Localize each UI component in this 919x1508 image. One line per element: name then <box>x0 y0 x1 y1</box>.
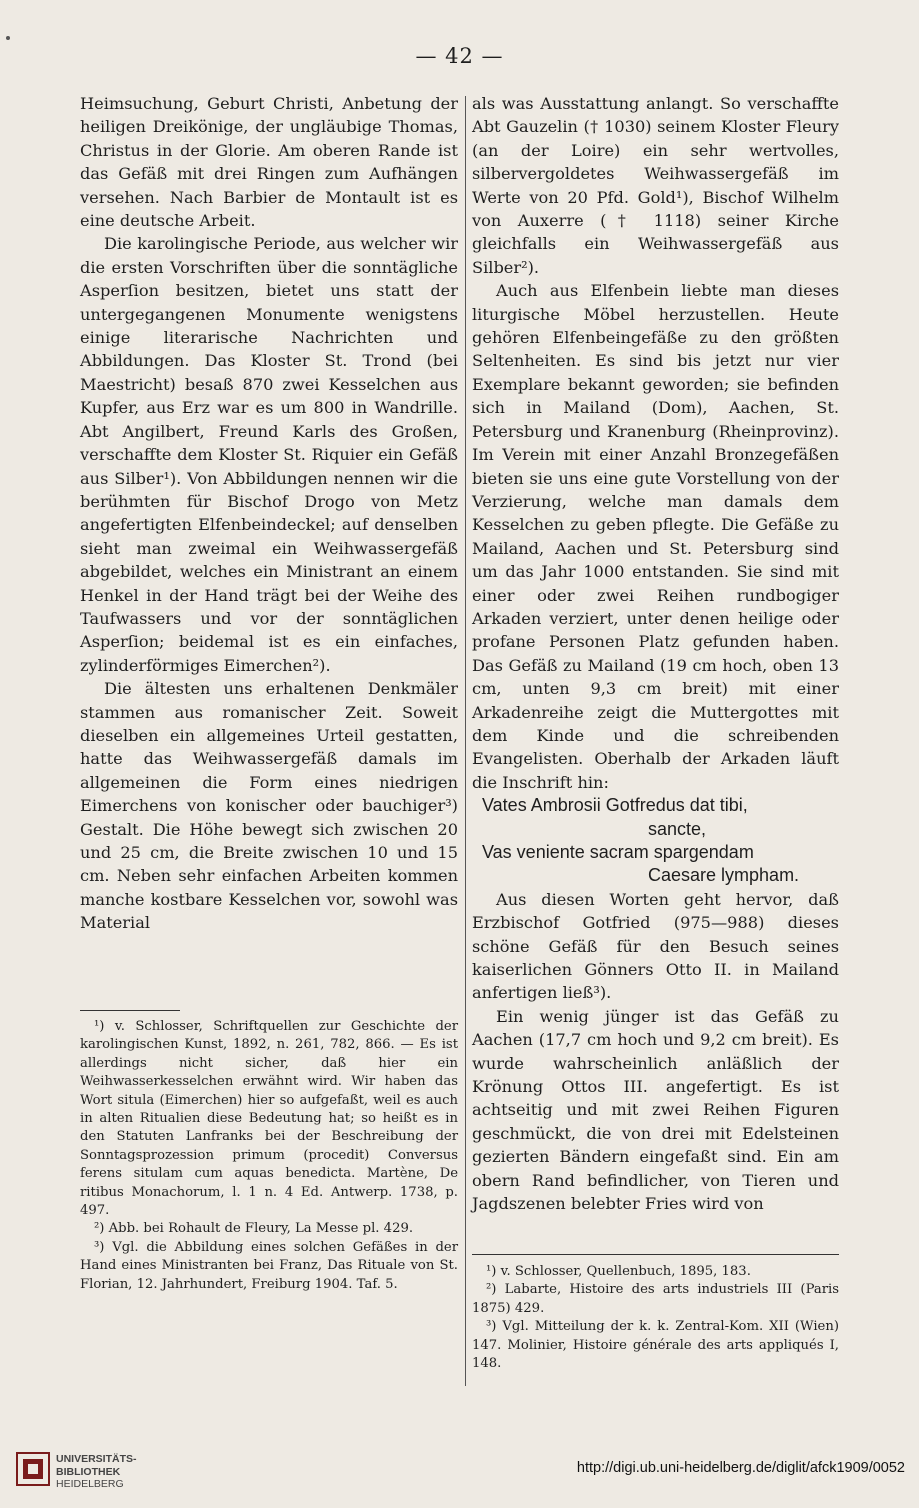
page-number: — 42 — <box>415 44 504 68</box>
paragraph: Ein wenig jünger ist das Gefäß zu Aachen (17,7 cm hoch und 9,2 cm breit). Es wurde wahrscheinlich anläßlich der Krönung Ottos III. angefertigt. Es ist achtseitig und mit zwei Reihen Figuren geschmückt, die von drei mit Edelsteinen gezierten Bändern eingefaßt sind. Ein am obern Rand befindlicher, von Tieren und Jagdszenen belebter Fries wird von <box>472 1006 839 1214</box>
inscription-verse <box>472 794 839 888</box>
right-footnotes <box>472 1254 839 1373</box>
paragraph: Die ältesten uns erhaltenen Denkmäler stammen aus romanischer Zeit. Soweit dieselben ein allgemeines Urteil gestatten, hatte das Weihwassergefäß damals im allgemeinen die Form eines niedrigen Eimerchens von konischer oder bauchiger³) Gestalt. Die Höhe bewegt sich zwischen 20 und 25 cm, die Breite zwischen 10 und 15 cm. Neben sehr einfachen Arbeiten kommen manche kostbare Kesselchen vor, sowohl was Material <box>80 679 458 933</box>
library-name <box>56 1453 137 1491</box>
paragraph: Heimsuchung, Geburt Christi, Anbetung der heiligen Dreikönige, der ungläubige Thomas, Christus in der Glorie. Am oberen Rande ist das Gefäß mit drei Ringen zum Aufhängen versehen. Nach Barbier de Montault ist es eine deutsche Arbeit. <box>80 94 458 231</box>
right-column <box>472 92 839 1216</box>
footer-bar <box>0 1444 919 1508</box>
left-footnotes <box>80 1018 458 1294</box>
left-body-text <box>80 92 458 935</box>
paragraph: als was Ausstattung anlangt. So verschaffte Abt Gauzelin († 1030) seinem Kloster Fleury (an der Loire) ein sehr wertvolles, silbervergoldetes Weihwassergefäß im Werte von 20 Pfd. Gold¹), Bischof Wilhelm von Auxerre († 1118) seiner Kirche gleichfalls ein Weihwassergefäß aus Silber²). <box>472 94 839 277</box>
footnote: ³) Vgl. Mitteilung der k. k. Zentral-Kom. XII (Wien) 147. Molinier, Histoire générale des arts appliqués I, 148. <box>472 1319 839 1372</box>
footnote-rule-left <box>80 1010 180 1011</box>
column-rule <box>465 96 466 1386</box>
library-logo-icon <box>16 1452 50 1486</box>
paragraph: Die karolingische Periode, aus welcher wir die ersten Vorschriften über die sonntägliche Asperſion besitzen, bietet uns statt der untergegangenen Monumente wenigstens einige literarische Nachrichten und Abbildungen. Das Kloster St. Trond (bei Maestricht) besaß 870 zwei Kesselchen aus Kupfer, aus Erz war es um 800 in Wandrille. Abt Angilbert, Freund Karls des Großen, verschaffte dem Kloster St. Riquier ein Gefäß aus Silber¹). Von Abbildungen nennen wir die berühmten für Bischof Drogo von Metz angefertigten Elfenbeindeckel; auf denselben sieht man zweimal ein Weihwassergefäß abgebildet, welches ein Ministrant an einem Henkel in der Hand trägt bei der Weihe des Taufwassers und vor der sonntäglichen Asperſion; beidemal ist es ein einfaches, zylinderförmiges Eimerchen²). <box>80 234 458 675</box>
scan-mark <box>6 36 10 40</box>
paragraph: Auch aus Elfenbein liebte man dieses liturgische Möbel herzustellen. Heute gehören Elfenbeingefäße zu den größten Seltenheiten. Es sind bis jetzt nur vier Exemplare bekannt geworden; sie befinden sich in Mailand (Dom), Aachen, St. Petersburg und Kranenburg (Rheinprovinz). Im Verein mit einer Anzahl Bronzegefäßen bieten sie uns eine gute Vorstellung von der Verzierung, welche man damals dem Kesselchen zu geben pflegte. Die Gefäße zu Mailand, Aachen und St. Petersburg sind um das Jahr 1000 entstanden. Sie sind mit einer oder zwei Reihen rundbogiger Arkaden verziert, unter denen heilige oder profane Personen Platz gefunden haben. Das Gefäß zu Mailand (19 cm hoch, oben 13 cm, unten 9,3 cm breit) mit einer Arkadenreihe zeigt die Muttergottes mit dem Kinde und die schreibenden Evangelisten. Oberhalb der Arkaden läuft die Inschrift hin: <box>472 281 839 792</box>
source-url-link[interactable]: http://digi.ub.uni-heidelberg.de/diglit/afck1909/0052 <box>576 1460 905 1476</box>
footnote: ²) Abb. bei Rohault de Fleury, La Messe pl. 429. <box>94 1221 414 1237</box>
library-line: UNIVERSITÄTS- <box>56 1453 137 1465</box>
footnote: ³) Vgl. die Abbildung eines solchen Gefäßes in der Hand eines Ministranten bei Franz, Das Rituale von St. Florian, 12. Jahrhundert, Freiburg 1904. Taf. 5. <box>80 1239 458 1292</box>
library-line: BIBLIOTHEK <box>56 1465 121 1478</box>
footnote: ²) Labarte, Histoire des arts industriels III (Paris 1875) 429. <box>472 1282 839 1316</box>
verse-line: Vates Ambrosii Gotfredus dat tibi, <box>482 795 748 816</box>
verse-line: Vas veniente sacram spargendam <box>482 842 754 862</box>
paragraph: Aus diesen Worten geht hervor, daß Erzbischof Gotfried (975—988) dieses schöne Gefäß für den Besuch seines kaiserlichen Gönners Otto II. in Mailand anfertigen ließ³). <box>472 889 839 1003</box>
right-body-text-after <box>472 888 839 1216</box>
verse-line: sancte, <box>648 818 707 839</box>
library-line: HEIDELBERG <box>56 1478 124 1490</box>
footnote: ¹) v. Schlosser, Schriftquellen zur Geschichte der karolingischen Kunst, 1892, n. 261, 782, 866. — Es ist allerdings nicht sicher, daß hier ein Weihwasserkesselchen erwähnt wird. Wir haben das Wort situla (Eimerchen) hier so aufgefaßt, weil es auch in alten Ritualien diese Bedeutung hat; so heißt es in den Statuten Lanfranks bei der Beschreibung der Sonntagsprozession primum (procedit) Conversus ferens situlam cum aquas benedicta. Martène, De ritibus Monachorum, l. 1 n. 4 Ed. Antwerp. 1738, p. 497. <box>80 1019 458 1219</box>
footnote: ¹) v. Schlosser, Quellenbuch, 1895, 183. <box>486 1264 751 1279</box>
verse-line: Caesare lympham. <box>648 865 800 886</box>
right-body-text <box>472 92 839 794</box>
left-column <box>80 92 458 935</box>
